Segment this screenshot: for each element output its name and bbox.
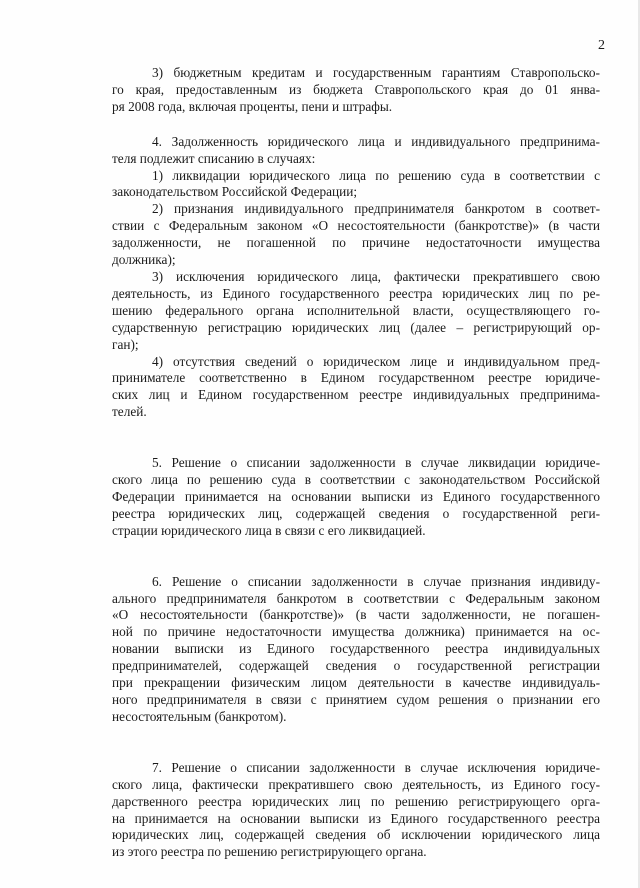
text-line: при прекращении физическим лицом деятельности в качестве индивидуаль- — [112, 675, 600, 691]
text-line: ских лиц и Едином государственном реестре индивидуальных предпринима- — [112, 387, 600, 403]
text-line: деятельность, из Единого государственного реестра юридических лиц по ре- — [112, 285, 600, 301]
paragraph-section-7 — [112, 760, 600, 861]
text-line: 2) признания индивидуального предпринимателя банкротом в соответ- — [152, 201, 600, 217]
text-line: юридических лиц, содержащей сведения об исключении юридического лица — [112, 827, 600, 843]
paragraph-item-liquidation — [112, 168, 600, 202]
text-line: ального предпринимателя банкротом в соответствии с Федеральным законом — [112, 590, 600, 606]
text-line: предпринимателей, содержащей сведения о государственной регистрации — [112, 658, 600, 674]
text-line: ря 2008 года, включая проценты, пени и штрафы. — [112, 98, 393, 114]
text-line: 6. Решение о списании задолженности в случае признания индивиду- — [152, 573, 600, 589]
text-line: дарственного реестра юридических лиц по решению регистрирующего орга- — [112, 793, 600, 809]
text-line: Федерации принимается на основании выписки из Единого государственного — [112, 488, 600, 504]
text-line: новании выписки из Единого государственного реестра индивидуальных — [112, 641, 600, 657]
text-line: реестра юридических лиц, содержащей сведения о государственной реги- — [112, 505, 600, 521]
text-line: ной по причине недостаточности имущества должника) принимается на ос- — [112, 624, 600, 640]
text-line: 3) исключения юридического лица, фактически прекратившего свою — [152, 268, 600, 284]
text-line: «О несостоятельности (банкротстве)» (в части задолженности, не погашен- — [112, 607, 600, 623]
page-number: 2 — [598, 38, 605, 53]
text-line: сударственную регистрацию юридических лиц (далее – регистрирующий ор- — [112, 319, 600, 335]
text-line: шению федерального органа исполнительной власти, осуществляющего го- — [112, 302, 600, 318]
text-line: ствии с Федеральным законом «О несостоятельности (банкротстве)» (в части — [112, 218, 600, 234]
text-line: го края, предоставленным из бюджета Ставропольского края до 01 янва- — [112, 81, 600, 97]
document-body — [112, 65, 600, 861]
text-line: ган); — [112, 336, 139, 352]
paragraph-item-bankruptcy — [112, 201, 600, 269]
paragraph-item-missing-records — [112, 354, 600, 422]
paragraph-item-exclusion — [112, 269, 600, 354]
text-line: 4. Задолженность юридического лица и индивидуального предпринима- — [152, 133, 600, 149]
text-line: задолженности, не погашенной по причине недостаточности имущества — [112, 235, 600, 251]
text-line: 7. Решение о списании задолженности в случае исключения юридиче- — [152, 759, 600, 775]
paragraph-section-6 — [112, 574, 600, 726]
text-line: должника); — [112, 252, 176, 268]
text-line: 1) ликвидации юридического лица по решению суда в соответствии с — [152, 167, 600, 183]
text-line: 5. Решение о списании задолженности в случае ликвидации юридиче- — [152, 455, 600, 471]
text-line: ского лица, фактически прекратившего свою деятельность, из Единого госу- — [112, 776, 600, 792]
text-line: принимателе соответственно в Едином государственном реестре юридиче- — [112, 370, 600, 386]
text-line: телей. — [112, 404, 147, 420]
text-line: 4) отсутствия сведений о юридическом лице и индивидуальном пред- — [152, 353, 600, 369]
paragraph-budget-credits — [112, 65, 600, 116]
text-line: страции юридического лица в связи с его ликвидацией. — [112, 522, 426, 538]
paragraph-section-4 — [112, 134, 600, 168]
text-line: из этого реестра по решению регистрирующего органа. — [112, 844, 427, 860]
text-line: несостоятельным (банкротом). — [112, 708, 287, 724]
text-line: на принимается на основании выписки из Единого государственного реестра — [112, 810, 600, 826]
text-line: законодательством Российской Федерации; — [112, 184, 358, 200]
text-line: ного предпринимателя в связи с принятием судом решения о признании его — [112, 692, 600, 707]
text-line: теля подлежит списанию в случаях: — [112, 150, 316, 166]
paragraph-section-5 — [112, 455, 600, 540]
text-line: 3) бюджетным кредитам и государственным гарантиям Ставропольско- — [152, 65, 600, 80]
text-line: ского лица по решению суда в соответствии с законодательством Российской — [112, 472, 600, 488]
